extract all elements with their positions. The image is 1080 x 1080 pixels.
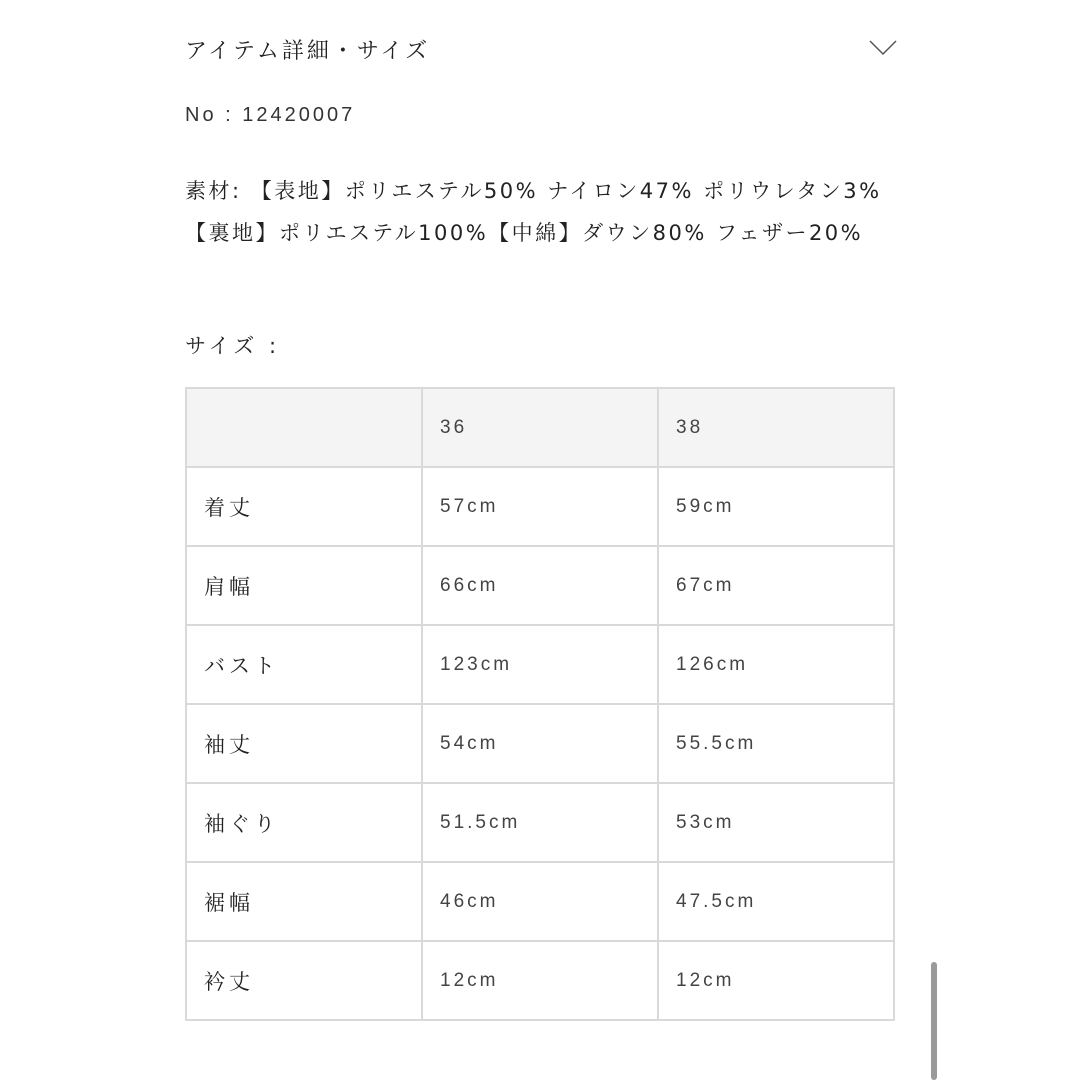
item-details-panel	[185, 0, 897, 994]
size-value-36: 51.5cm	[422, 783, 658, 862]
row-label: 袖丈	[186, 704, 422, 783]
size-table-header-corner	[186, 388, 422, 467]
row-label: 肩幅	[186, 546, 422, 625]
table-row	[186, 941, 894, 1020]
size-value-36: 12cm	[422, 941, 658, 1020]
chevron-down-icon[interactable]	[869, 40, 897, 56]
table-row	[186, 783, 894, 862]
row-label: 着丈	[186, 467, 422, 546]
size-value-38: 67cm	[658, 546, 894, 625]
size-table-header-row	[186, 388, 894, 467]
item-number: No : 12420007	[185, 104, 356, 126]
row-label: 裾幅	[186, 862, 422, 941]
size-value-38: 126cm	[658, 625, 894, 704]
table-row	[186, 546, 894, 625]
size-value-36: 57cm	[422, 467, 658, 546]
size-value-36: 123cm	[422, 625, 658, 704]
material-description: 素材: 【表地】ポリエステル50% ナイロン47% ポリウレタン3%【裏地】ポリエステル100%【中綿】ダウン80% フェザー20%	[185, 179, 882, 245]
size-label: サイズ :	[185, 334, 281, 358]
size-value-38: 53cm	[658, 783, 894, 862]
scrollbar[interactable]	[931, 962, 937, 1080]
size-value-38: 47.5cm	[658, 862, 894, 941]
table-row	[186, 625, 894, 704]
size-table	[185, 387, 895, 1021]
size-value-36: 66cm	[422, 546, 658, 625]
row-label: 袖ぐり	[186, 783, 422, 862]
section-title: アイテム詳細・サイズ	[185, 39, 431, 64]
item-details-toggle[interactable]	[185, 0, 897, 100]
size-value-38: 12cm	[658, 941, 894, 1020]
table-row	[186, 467, 894, 546]
size-value-38: 59cm	[658, 467, 894, 546]
size-value-36: 46cm	[422, 862, 658, 941]
table-row	[186, 862, 894, 941]
size-header-38: 38	[658, 388, 894, 467]
size-header-36: 36	[422, 388, 658, 467]
size-value-36: 54cm	[422, 704, 658, 783]
row-label: バスト	[186, 625, 422, 704]
row-label: 衿丈	[186, 941, 422, 1020]
size-value-38: 55.5cm	[658, 704, 894, 783]
table-row	[186, 704, 894, 783]
